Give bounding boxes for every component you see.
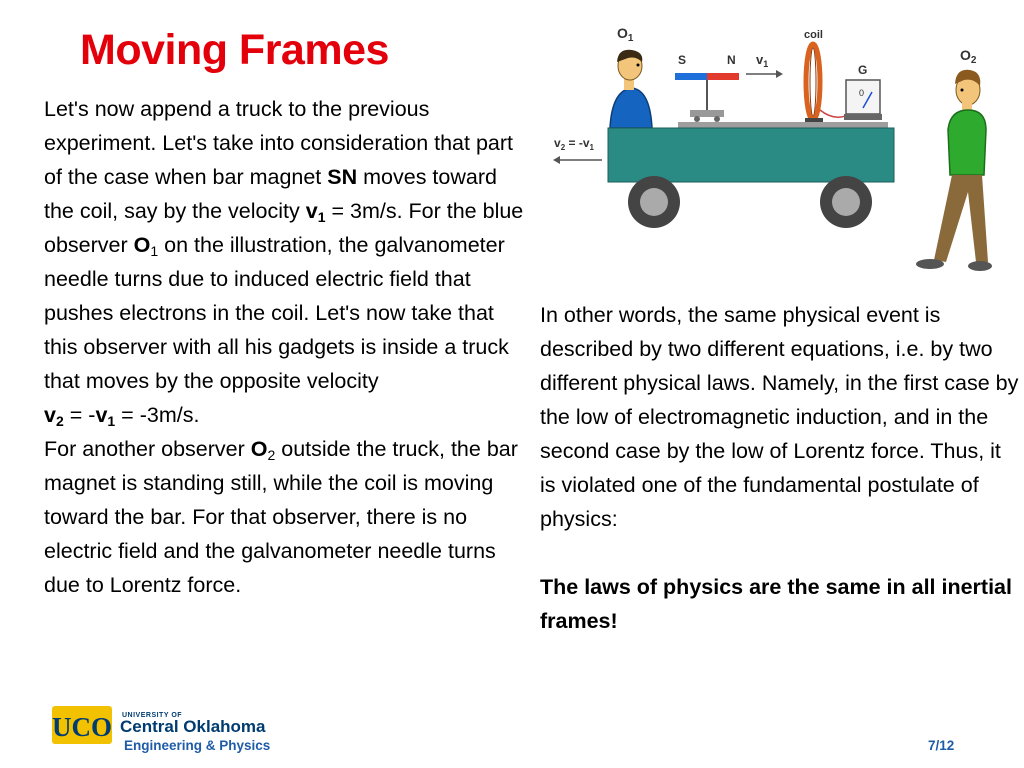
text-run: = -3m/s. bbox=[115, 403, 200, 427]
subscript-1: 1 bbox=[150, 243, 159, 259]
left-text-block bbox=[44, 92, 524, 602]
slide-title: Moving Frames bbox=[80, 26, 389, 74]
university-name: Central Oklahoma bbox=[120, 717, 266, 736]
page-number: 7/12 bbox=[928, 738, 955, 753]
department-label: Engineering & Physics bbox=[124, 738, 271, 753]
observer-o2-term: O bbox=[250, 437, 268, 461]
observer2-label: $O_2$ bbox=[960, 47, 977, 66]
text-run: on the illustration, the galvanometer needle turns due to induced electric field that pushes electrons in the coil. Let's now take that this observer with all his gadgets is inside a truck that moves by the opposite velocity bbox=[44, 233, 509, 393]
coil bbox=[805, 44, 850, 124]
galvanometer-label: G bbox=[858, 63, 868, 77]
observer-o1-term: O bbox=[133, 233, 151, 257]
left-paragraph-2 bbox=[44, 432, 524, 602]
coil-label: coil bbox=[804, 29, 823, 41]
principle-bold: The laws of physics are the same in all inertial frames! bbox=[540, 575, 1012, 633]
subscript-1: 1 bbox=[107, 413, 116, 429]
left-equation bbox=[44, 398, 524, 432]
text-run: Let's now append a truck to the previous experiment. Let's take into consideration that part of the case when bar magnet bbox=[44, 97, 514, 189]
observer2-figure bbox=[916, 70, 992, 271]
magnet-s-label: S bbox=[678, 53, 687, 67]
svg-text:UCO: UCO bbox=[52, 712, 112, 742]
text-run: outside the truck, the bar magnet is standing still, while the coil is moving toward the bar. For that observer, there is no electric field and the galvanometer needle turns due to Lorentz force. bbox=[44, 437, 518, 597]
text-run: moves toward the coil, say by the velocity bbox=[44, 165, 497, 223]
truck-deck bbox=[678, 122, 888, 128]
svg-text:v2 = -v1: $v_2 = -v_1$ bbox=[554, 136, 594, 152]
truck-wheel-rear bbox=[820, 176, 872, 228]
text-run: = 3m/s. For the blue observer bbox=[44, 199, 524, 257]
galvanometer bbox=[844, 63, 882, 120]
observer1-label: $O_1$ bbox=[617, 25, 634, 44]
principle-statement bbox=[540, 570, 1020, 638]
left-paragraph-1 bbox=[44, 92, 524, 398]
uco-logo bbox=[52, 702, 112, 748]
v-symbol: v bbox=[95, 403, 108, 427]
subscript-1: 1 bbox=[317, 209, 326, 225]
truck-wheel-front bbox=[628, 176, 680, 228]
right-text-block bbox=[540, 298, 1020, 638]
subscript-2: 2 bbox=[55, 413, 64, 429]
truck-velocity-arrow bbox=[553, 136, 602, 164]
subscript-2: 2 bbox=[267, 447, 276, 463]
bar-magnet bbox=[675, 53, 739, 122]
right-paragraph: In other words, the same physical event is described by two different equations, i.e. by two different physical laws. Namely, in the first case by the low of electromagnetic induction, and in the second case by the low of Lorentz force. Thus, it is violated one of the fundamental postulate of physics: bbox=[540, 303, 1019, 531]
magnet-n-label: N bbox=[727, 53, 736, 67]
text-run: For another observer bbox=[44, 437, 251, 461]
university-prefix: UNIVERSITY OF bbox=[122, 712, 183, 719]
velocity-v1-term bbox=[306, 199, 326, 223]
velocity-v1-arrow bbox=[746, 52, 783, 78]
observer1-figure bbox=[610, 50, 652, 128]
text-run: = - bbox=[63, 403, 96, 427]
magnet-sn-term: SN bbox=[327, 165, 358, 189]
svg-text:v1: $v_1$ bbox=[756, 52, 769, 69]
v-symbol: v bbox=[44, 403, 56, 427]
v-symbol: v bbox=[305, 199, 318, 223]
gauge-zero: 0 bbox=[859, 88, 865, 98]
truck-body bbox=[608, 128, 894, 182]
truck-illustration bbox=[550, 10, 1010, 280]
